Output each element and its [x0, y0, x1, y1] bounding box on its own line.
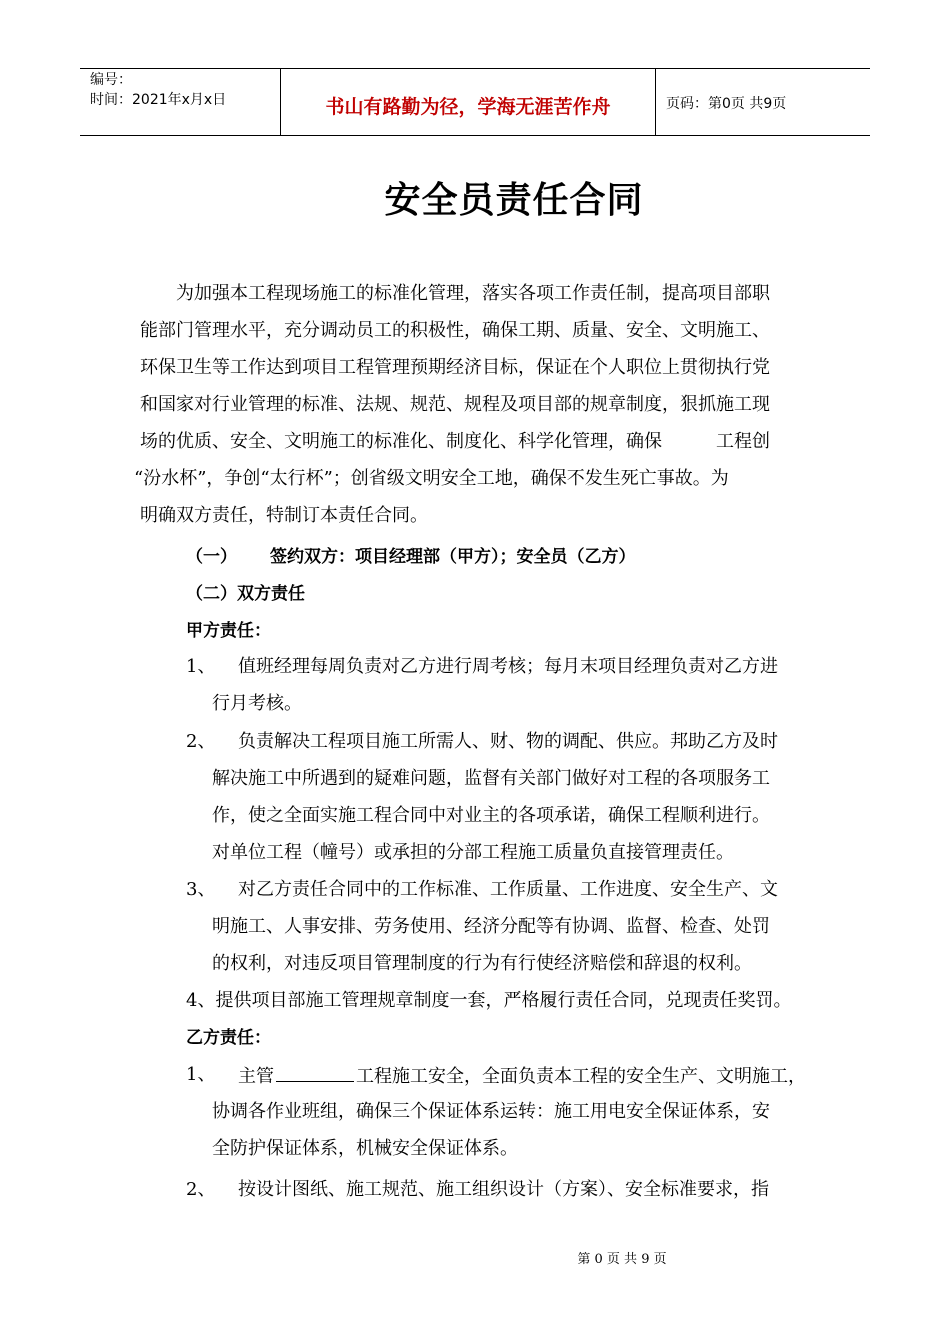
party-a-item-3-line: 明施工、人事安排、劳务使用、经济分配等有协调、监督、检查、处罚 — [212, 916, 770, 937]
intro-line: 和国家对行业管理的标准、法规、规范、规程及项目部的规章制度，狠抓施工现 — [140, 394, 770, 415]
intro-line: 能部门管理水平，充分调动员工的积极性，确保工期、质量、安全、文明施工、 — [140, 320, 770, 341]
section-2-heading: （二）双方责任 — [186, 584, 305, 604]
party-a-item-2-line: 对单位工程（幢号）或承担的分部工程施工质量负直接管理责任。 — [212, 842, 734, 863]
party-a-heading: 甲方责任： — [186, 621, 271, 641]
party-a-item-4: 4、提供项目部施工管理规章制度一套，严格履行责任合同，兑现责任奖罚。 — [186, 990, 792, 1011]
intro-line: 环保卫生等工作达到项目工程管理预期经济目标，保证在个人职位上贯彻执行党 — [140, 357, 770, 378]
party-b-item-1-number: 1、 — [186, 1064, 216, 1085]
party-a-item-1-line: 行月考核。 — [212, 693, 302, 714]
header-motto: 书山有路勤为径，学海无涯苦作舟 — [325, 96, 611, 118]
party-a-item-2-line: 解决施工中所遇到的疑难问题，监督有关部门做好对工程的各项服务工 — [212, 768, 770, 789]
party-b-item-1-line: 全防护保证体系，机械安全保证体系。 — [212, 1138, 518, 1159]
party-a-item-3-line: 的权利，对违反项目管理制度的行为有行使经济赔偿和辞退的权利。 — [212, 953, 752, 974]
intro-line: 明确双方责任，特制订本责任合同。 — [140, 505, 428, 526]
page-footer: 第 0 页 共 9 页 — [577, 1252, 667, 1267]
party-b-heading: 乙方责任： — [186, 1028, 271, 1048]
header-page-number: 页码：第0页 共9页 — [666, 96, 787, 112]
party-a-item-3-number: 3、 — [186, 879, 216, 900]
header-divider-right — [655, 68, 656, 136]
header-bottom-rule — [80, 135, 870, 136]
header-meta — [90, 70, 226, 110]
document-number-label: 编号： — [90, 72, 132, 88]
document-date: 时间：2021年x月x日 — [90, 92, 227, 108]
party-a-item-2-line: 负责解决工程项目施工所需人、财、物的调配、供应。邦助乙方及时 — [238, 731, 778, 752]
party-a-item-2-line: 作，使之全面实施工程合同中对业主的各项承诺，确保工程顺利进行。 — [212, 805, 770, 826]
party-b-item-1-prefix: 主管 — [238, 1066, 274, 1087]
document-title: 安全员责任合同 — [384, 179, 644, 221]
section-1-text: 签约双方：项目经理部（甲方）；安全员（乙方） — [270, 547, 636, 567]
header-divider-left — [280, 68, 281, 136]
party-b-item-1-first-line — [238, 1063, 806, 1089]
intro-line: “汾水杯”，争创“太行杯”；创省级文明安全工地，确保不发生死亡事故。为 — [134, 468, 729, 489]
intro-line: 场的优质、安全、文明施工的标准化、制度化、科学化管理，确保 工程创 — [140, 431, 770, 452]
intro-line: 为加强本工程现场施工的标准化管理，落实各项工作责任制，提高项目部职 — [176, 283, 770, 304]
party-a-item-2-number: 2、 — [186, 731, 216, 752]
header-top-rule — [80, 68, 870, 69]
party-b-item-1-line: 协调各作业班组，确保三个保证体系运转：施工用电安全保证体系，安 — [212, 1101, 770, 1122]
party-a-item-1-line: 值班经理每周负责对乙方进行周考核；每月末项目经理负责对乙方进 — [238, 656, 778, 677]
party-b-item-2-number: 2、 — [186, 1179, 216, 1200]
fill-in-blank[interactable] — [276, 1063, 354, 1082]
section-1-number: （一） — [186, 547, 237, 567]
party-a-item-3-line: 对乙方责任合同中的工作标准、工作质量、工作进度、安全生产、文 — [238, 879, 778, 900]
party-b-item-1-suffix: 工程施工安全，全面负责本工程的安全生产、文明施工， — [356, 1066, 806, 1087]
party-a-item-1-number: 1、 — [186, 656, 216, 677]
party-b-item-2-line: 按设计图纸、施工规范、施工组织设计（方案）、安全标准要求，指 — [238, 1179, 769, 1200]
